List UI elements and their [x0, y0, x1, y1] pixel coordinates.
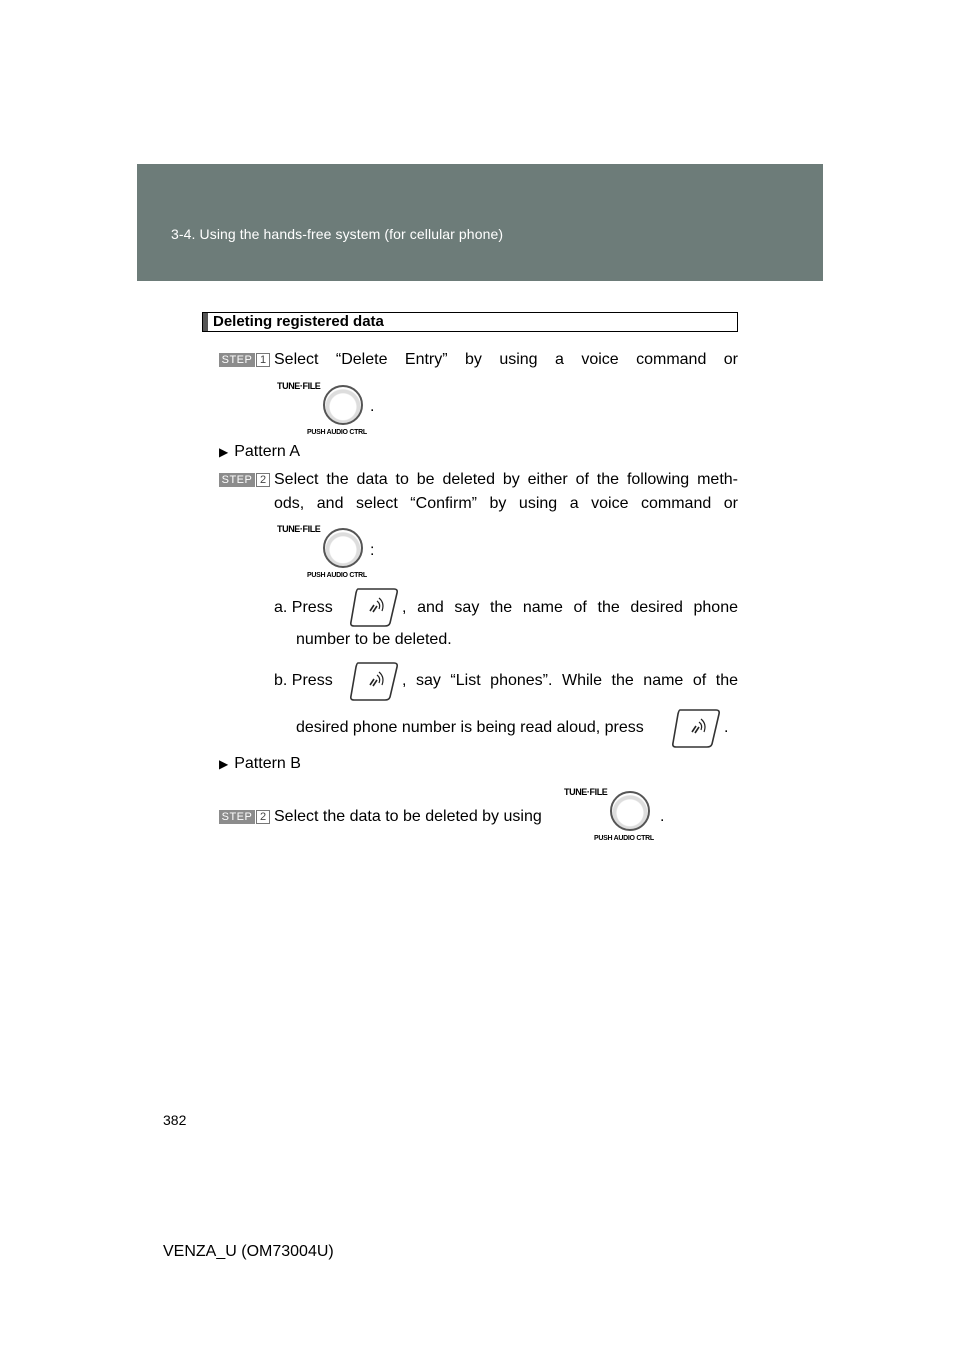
step-badge-2a: STEP 2 [219, 473, 269, 487]
item-a-line2: number to be deleted. [296, 631, 452, 648]
talk-switch-icon [348, 585, 400, 629]
step-2a-line2: ods, and select “Confirm” by using a voice command or [274, 495, 738, 512]
item-b-line2: desired phone number is being read aloud, press [296, 719, 644, 736]
talk-switch-icon [670, 706, 722, 750]
pattern-a-label: ▶ Pattern A [219, 443, 301, 460]
item-b-rest: , say “List phones”. While the name of the [402, 672, 738, 689]
step-1-text: Select “Delete Entry” by using a voice command or [274, 351, 738, 368]
section-heading [202, 312, 738, 332]
step-badge-1: STEP 1 [219, 353, 269, 367]
footer-model: VENZA_U (OM73004U) [163, 1243, 334, 1260]
header-band [137, 164, 823, 281]
step-2a-end: : [370, 542, 375, 559]
triangle-right-icon: ▶ [219, 445, 229, 459]
item-b-prefix: b. Press [274, 672, 333, 689]
talk-switch-icon [348, 659, 400, 703]
step-2a-line1: Select the data to be deleted by either of the following meth- [274, 471, 738, 488]
heading-bar [203, 313, 208, 331]
item-a-rest: , and say the name of the desired phone [402, 599, 738, 616]
item-a-prefix: a. Press [274, 599, 333, 616]
step-2b-end: . [660, 808, 665, 825]
page-number: 382 [163, 1112, 187, 1128]
pattern-b-label: ▶ Pattern B [219, 755, 301, 772]
step-badge-2b: STEP 2 [219, 810, 269, 824]
heading-text: Deleting registered data [213, 313, 384, 330]
triangle-right-icon: ▶ [219, 757, 229, 771]
step-1-end: . [370, 398, 375, 415]
step-2b-text: Select the data to be deleted by using [274, 808, 542, 825]
item-b-end: . [724, 719, 729, 736]
section-title: 3-4. Using the hands-free system (for cellular phone) [171, 226, 504, 242]
